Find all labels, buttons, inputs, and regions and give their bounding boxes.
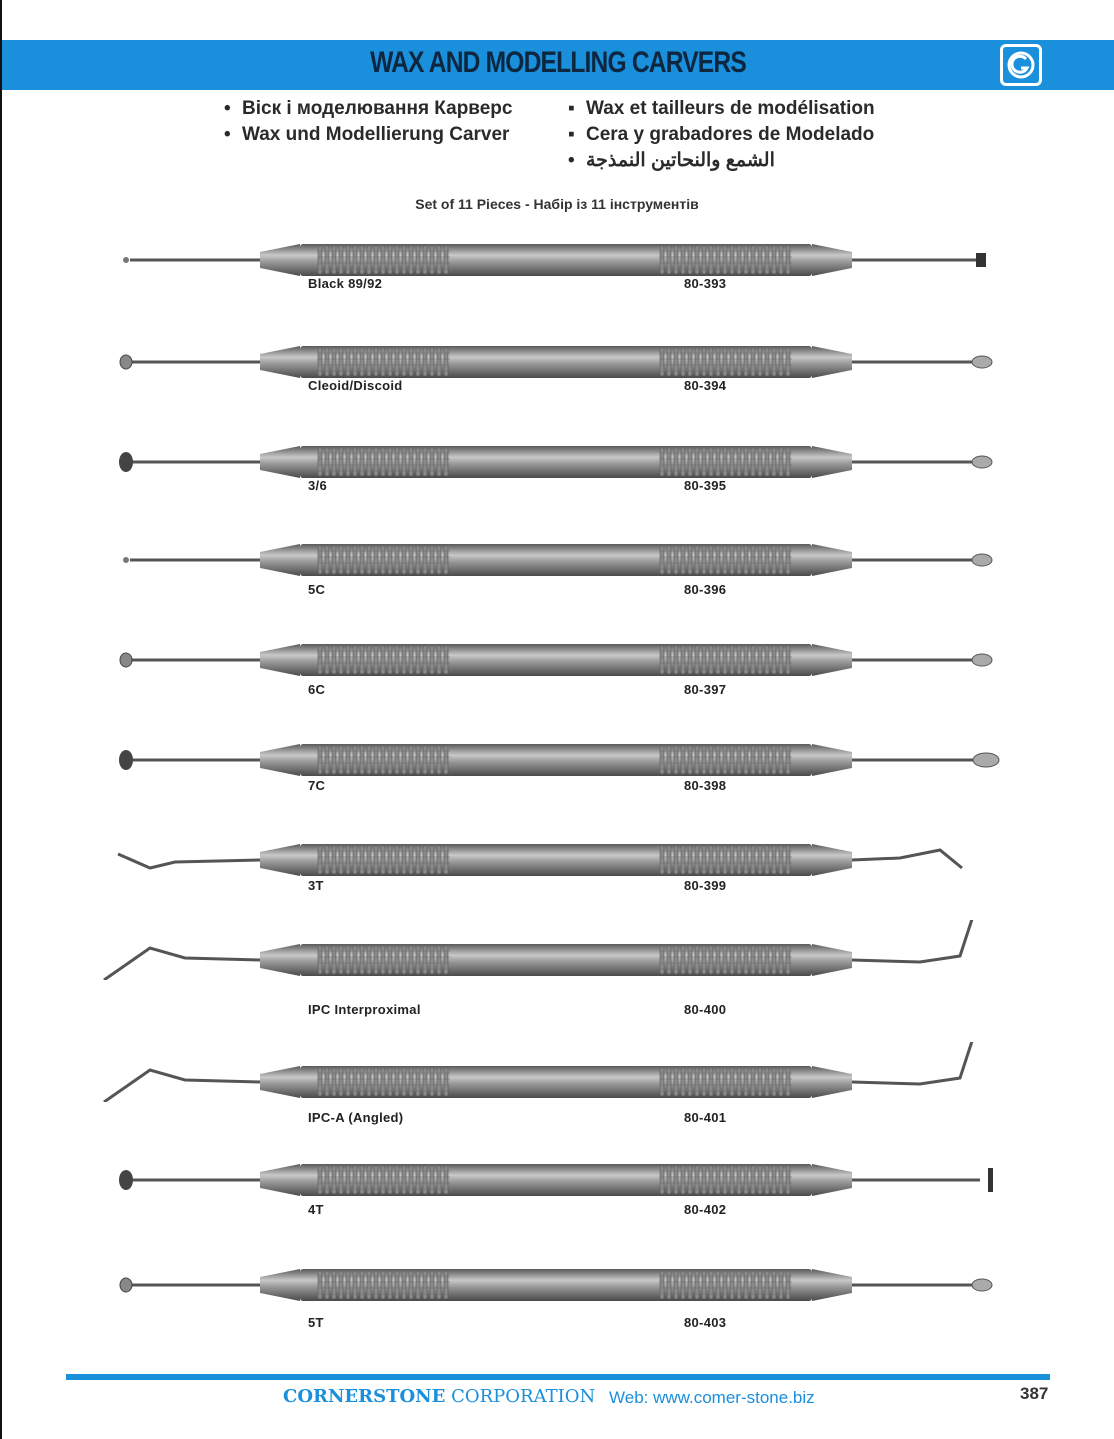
tool-name: 5T xyxy=(308,1315,324,1330)
tool-code: 80-401 xyxy=(684,1110,727,1125)
tool-code: 80-393 xyxy=(684,276,727,291)
language-item-arabic: • الشمع والنحاتين النمذجة xyxy=(568,150,775,171)
tool-code: 80-402 xyxy=(684,1202,727,1217)
carver-instrument-image xyxy=(0,422,1114,482)
website-link[interactable]: Web: www.comer-stone.biz xyxy=(609,1388,815,1407)
carver-instrument-image xyxy=(0,1042,1114,1102)
footer-divider xyxy=(66,1374,1050,1380)
carver-instrument-image xyxy=(0,1140,1114,1200)
tool-name: 4T xyxy=(308,1202,324,1217)
carver-instrument-image xyxy=(0,322,1114,382)
language-item: • Wax und Modellierung Carver xyxy=(224,124,510,145)
carver-instrument-image xyxy=(0,520,1114,580)
language-item: ▪ Cera y grabadores de Modelado xyxy=(568,124,875,145)
tool-code: 80-403 xyxy=(684,1315,727,1330)
tool-code: 80-400 xyxy=(684,1002,727,1017)
tool-name: 5C xyxy=(308,582,326,597)
page-number: 387 xyxy=(1020,1384,1049,1403)
page-title: WAX AND MODELLING CARVERS xyxy=(370,46,746,79)
carver-instrument-image xyxy=(0,920,1114,980)
carver-instrument-image xyxy=(0,820,1114,880)
tool-code: 80-395 xyxy=(684,478,727,493)
tool-code: 80-394 xyxy=(684,378,727,393)
tool-name: 3T xyxy=(308,878,324,893)
tool-name: 6C xyxy=(308,682,326,697)
carver-instrument-image xyxy=(0,620,1114,680)
tool-name: Cleoid/Discoid xyxy=(308,378,403,393)
tool-code: 80-396 xyxy=(684,582,727,597)
set-title: Set of 11 Pieces - Набір із 11 інструментів xyxy=(415,196,699,212)
tool-name: 7C xyxy=(308,778,326,793)
tool-name: IPC Interproximal xyxy=(308,1002,421,1017)
carver-instrument-image xyxy=(0,1245,1114,1305)
tool-code: 80-397 xyxy=(684,682,727,697)
company-name: CORNERSTONE CORPORATION xyxy=(283,1386,596,1407)
tool-name: IPC-A (Angled) xyxy=(308,1110,404,1125)
language-item: ▪ Wax et tailleurs de modélisation xyxy=(568,98,875,119)
tool-name: 3/6 xyxy=(308,478,327,493)
tool-code: 80-399 xyxy=(684,878,727,893)
language-item: • Віск і моделювання Карверс xyxy=(224,98,513,119)
tool-name: Black 89/92 xyxy=(308,276,383,291)
carver-instrument-image xyxy=(0,720,1114,780)
tool-code: 80-398 xyxy=(684,778,727,793)
carver-instrument-image xyxy=(0,220,1114,280)
